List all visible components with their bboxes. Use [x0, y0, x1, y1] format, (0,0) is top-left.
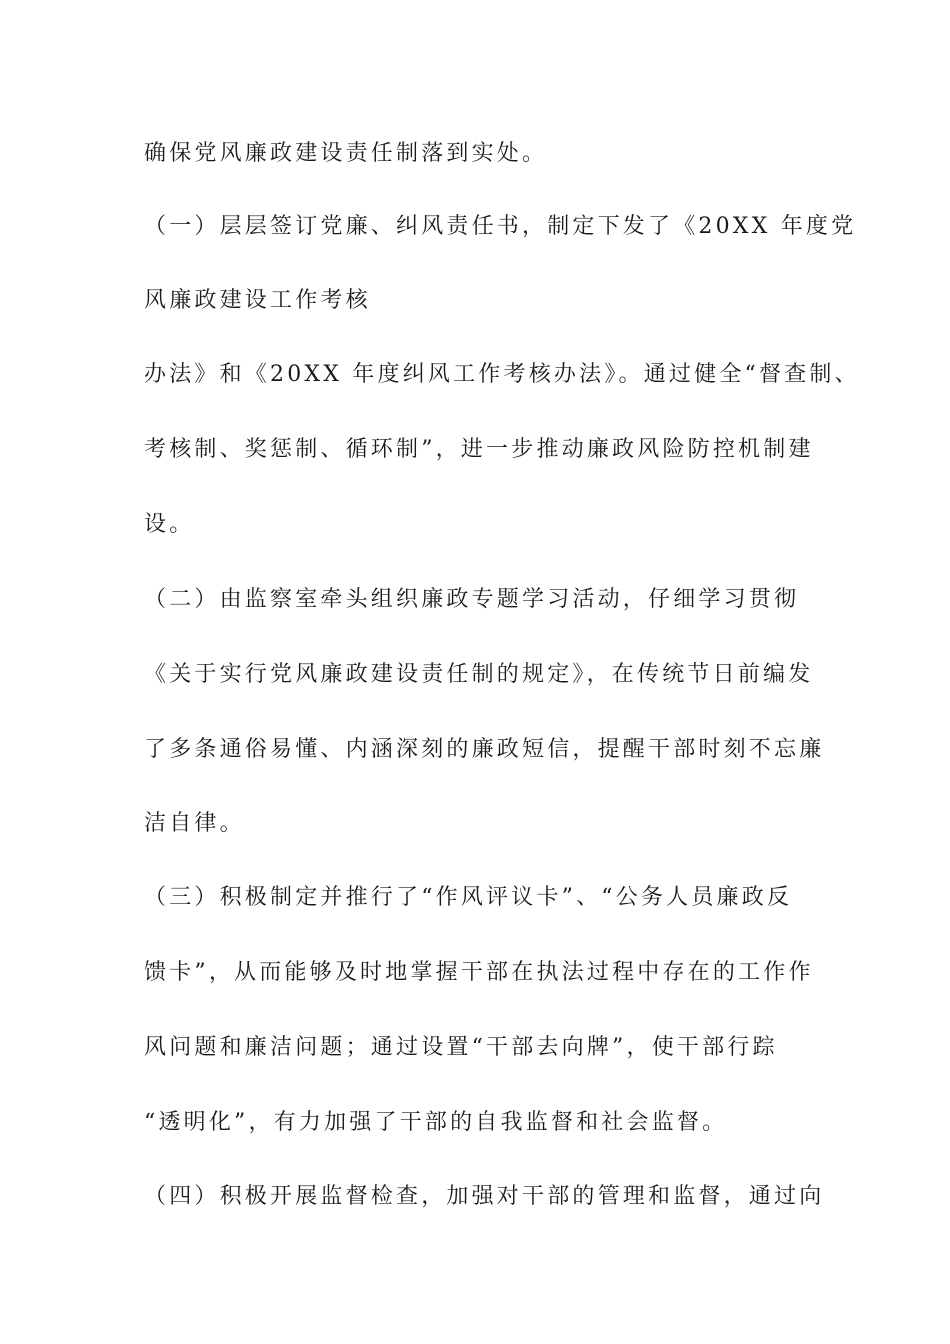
text-line: 设。 [144, 512, 195, 537]
text-line: 风廉政建设工作考核 [144, 288, 371, 313]
text-line: 确保党风廉政建设责任制落到实处。 [144, 141, 548, 166]
text-line: （四）积极开展监督检查，加强对干部的管理和监督，通过向 [144, 1184, 825, 1209]
text-line: 馈卡”，从而能够及时地掌握干部在执法过程中存在的工作作 [144, 960, 814, 985]
text-line: 了多条通俗易懂、内涵深刻的廉政短信，提醒干部时刻不忘廉 [144, 737, 825, 762]
text-line: 办法》和《20XX 年度纠风工作考核办法》。通过健全“督查制、 [144, 362, 860, 387]
text-line: 考核制、奖惩制、循环制”，进一步推动廉政风险防控机制建 [144, 437, 814, 462]
text-line: （三）积极制定并推行了“作风评议卡”、“公务人员廉政反 [144, 885, 793, 910]
text-line: 风问题和廉洁问题；通过设置“干部去向牌”，使干部行踪 [144, 1035, 778, 1060]
text-line: “透明化”，有力加强了干部的自我监督和社会监督。 [144, 1110, 728, 1135]
text-line: （一）层层签订党廉、纠风责任书，制定下发了《20XX 年度党 [144, 214, 857, 239]
text-line: （二）由监察室牵头组织廉政专题学习活动，仔细学习贯彻 [144, 587, 800, 612]
text-line: 《关于实行党风廉政建设责任制的规定》，在传统节日前编发 [144, 662, 814, 687]
text-line: 洁自律。 [144, 811, 245, 836]
